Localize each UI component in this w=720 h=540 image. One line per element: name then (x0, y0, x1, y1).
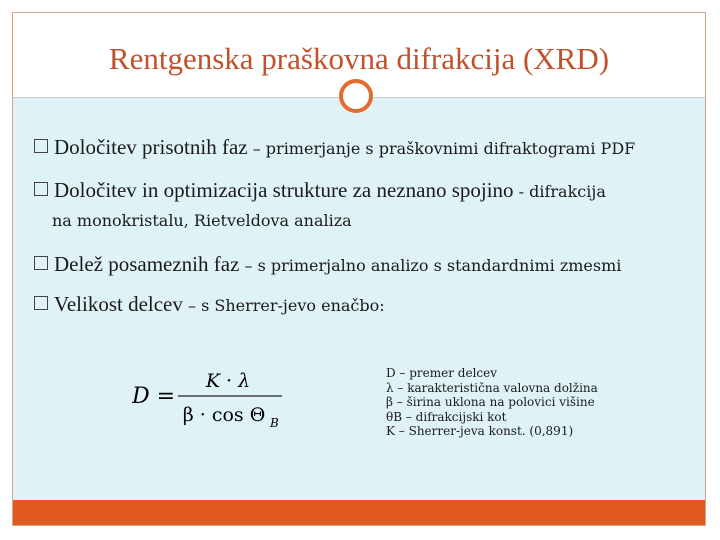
bullet-continuation: na monokristalu, Rietveldova analiza (52, 211, 352, 230)
bullet-sub-text: – primerjanje s praškovnimi difraktogrami PDF (247, 139, 636, 158)
formula-numerator: K · λ (205, 370, 251, 392)
slide-title: Rentgenska praškovna difrakcija (XRD) (108, 41, 610, 76)
legend-item: K – Sherrer-jeva konst. (0,891) (386, 424, 574, 438)
formula-lhs: D = (132, 384, 176, 409)
legend-item: D – premer delcev (386, 366, 498, 380)
bullet-main-text: Določitev prisotnih faz (54, 135, 248, 159)
bullet-main-text: Določitev in optimizacija strukture za neznano spojino (54, 178, 514, 202)
legend-item: β – širina uklona na polovici višine (386, 395, 595, 409)
bullet-sub-text: – s Sherrer-jevo enačbo: (182, 296, 385, 315)
legend-item: θB – difrakcijski kot (386, 409, 507, 424)
bullet-main-text: Delež posameznih faz (54, 252, 240, 276)
bullet-sub-text: – s primerjalno analizo s standardnimi zmesmi (239, 256, 622, 275)
bullet-sub-text: - difrakcija (513, 182, 606, 201)
formula-denominator: β · cos Θ (182, 404, 266, 426)
legend-item: λ – karakteristična valovna dolžina (386, 380, 598, 395)
formula-subscript: B (270, 416, 279, 430)
bullet-main-text: Velikost delcev (54, 292, 183, 316)
slide-frame (12, 12, 706, 526)
